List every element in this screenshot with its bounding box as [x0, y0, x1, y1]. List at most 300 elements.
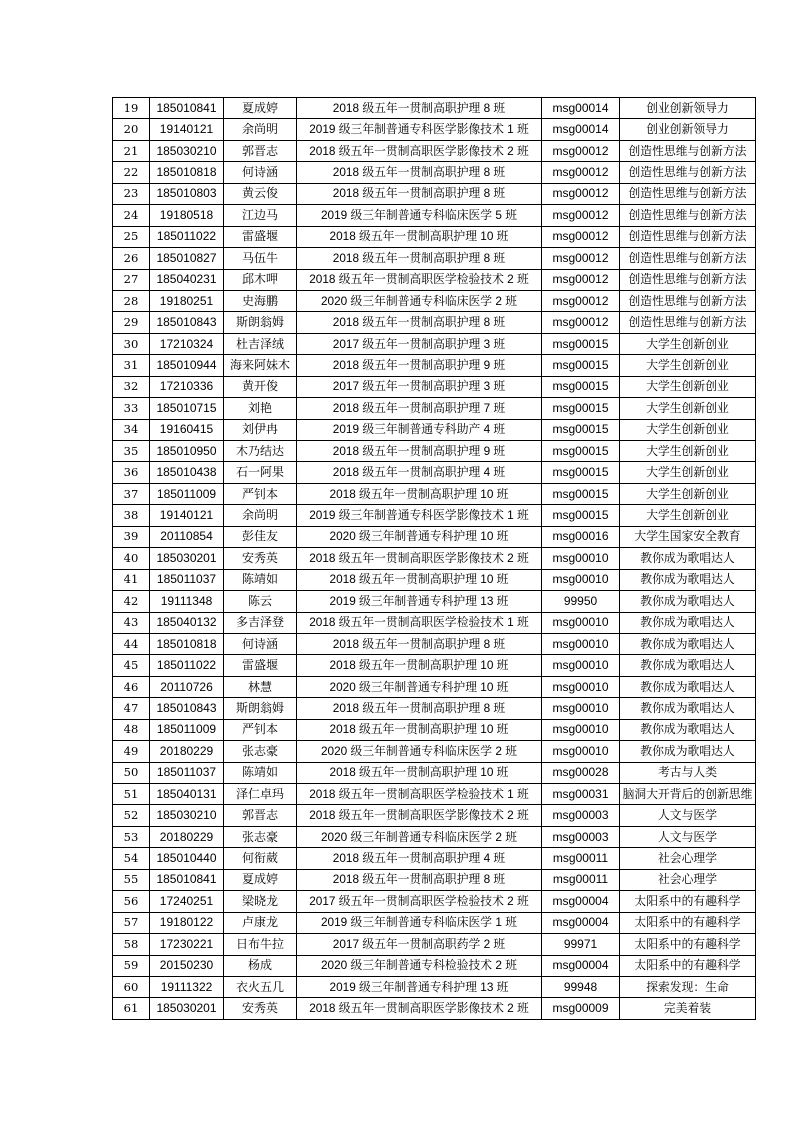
row-number-cell: 38 — [113, 505, 150, 526]
row-number-cell: 49 — [113, 741, 150, 762]
student-id-cell: 17230221 — [150, 934, 224, 955]
student-id-cell: 19111322 — [150, 976, 224, 997]
student-name-cell: 日布牛拉 — [224, 934, 297, 955]
student-name-cell: 马伍牛 — [224, 248, 297, 269]
course-name-cell: 创业创新领导力 — [620, 119, 756, 140]
course-code-cell: msg00031 — [542, 784, 620, 805]
student-id-cell: 185040132 — [150, 612, 224, 633]
student-name-cell: 何衔葳 — [224, 848, 297, 869]
student-name-cell: 郭晋志 — [224, 140, 297, 161]
class-name-cell: 2017 级五年一贯制高职药学 2 班 — [297, 934, 542, 955]
student-id-cell: 185010827 — [150, 248, 224, 269]
row-number-cell: 46 — [113, 676, 150, 697]
table-row — [113, 226, 756, 247]
table-row — [113, 462, 756, 483]
table-row — [113, 976, 756, 997]
table-row — [113, 826, 756, 847]
course-code-cell: msg00015 — [542, 462, 620, 483]
row-number-cell: 61 — [113, 998, 150, 1019]
student-id-cell: 185010715 — [150, 398, 224, 419]
student-name-cell: 杨成 — [224, 955, 297, 976]
course-name-cell: 教你成为歌唱达人 — [620, 698, 756, 719]
course-code-cell: msg00016 — [542, 526, 620, 547]
table-row — [113, 269, 756, 290]
table-row — [113, 376, 756, 397]
row-number-cell: 20 — [113, 119, 150, 140]
row-number-cell: 53 — [113, 826, 150, 847]
class-name-cell: 2019 级三年制普通专科医学影像技术 1 班 — [297, 505, 542, 526]
table-row — [113, 591, 756, 612]
student-name-cell: 夏成婷 — [224, 98, 297, 119]
course-code-cell: msg00015 — [542, 483, 620, 504]
table-row — [113, 848, 756, 869]
student-id-cell: 185011022 — [150, 655, 224, 676]
student-id-cell: 185010803 — [150, 183, 224, 204]
student-id-cell: 185010843 — [150, 312, 224, 333]
student-id-cell: 19140121 — [150, 505, 224, 526]
table-row — [113, 869, 756, 890]
course-code-cell: msg00012 — [542, 205, 620, 226]
student-id-cell: 185030201 — [150, 998, 224, 1019]
class-name-cell: 2018 级五年一贯制高职医学检验技术 1 班 — [297, 784, 542, 805]
course-name-cell: 创造性思维与创新方法 — [620, 312, 756, 333]
student-name-cell: 斯朗翁姆 — [224, 698, 297, 719]
student-id-cell: 185011022 — [150, 226, 224, 247]
course-code-cell: msg00003 — [542, 826, 620, 847]
course-name-cell: 创造性思维与创新方法 — [620, 290, 756, 311]
student-id-cell: 185030201 — [150, 548, 224, 569]
course-code-cell: msg00015 — [542, 505, 620, 526]
row-number-cell: 55 — [113, 869, 150, 890]
table-row — [113, 290, 756, 311]
student-name-cell: 林慧 — [224, 676, 297, 697]
class-name-cell: 2018 级五年一贯制高职护理 10 班 — [297, 655, 542, 676]
course-name-cell: 大学生创新创业 — [620, 505, 756, 526]
class-name-cell: 2019 级三年制普通专科助产 4 班 — [297, 419, 542, 440]
row-number-cell: 44 — [113, 633, 150, 654]
course-code-cell: msg00004 — [542, 955, 620, 976]
student-name-cell: 郭晋志 — [224, 805, 297, 826]
course-name-cell: 创造性思维与创新方法 — [620, 140, 756, 161]
student-id-cell: 17210324 — [150, 333, 224, 354]
table-row — [113, 355, 756, 376]
student-id-cell: 185030210 — [150, 140, 224, 161]
course-name-cell: 大学生创新创业 — [620, 398, 756, 419]
student-name-cell: 黄开俊 — [224, 376, 297, 397]
course-name-cell: 大学生创新创业 — [620, 419, 756, 440]
table-row — [113, 655, 756, 676]
class-name-cell: 2018 级五年一贯制高职护理 10 班 — [297, 719, 542, 740]
course-code-cell: msg00004 — [542, 891, 620, 912]
table-row — [113, 419, 756, 440]
student-name-cell: 陈靖如 — [224, 762, 297, 783]
class-name-cell: 2018 级五年一贯制高职护理 10 班 — [297, 226, 542, 247]
class-name-cell: 2018 级五年一贯制高职医学检验技术 1 班 — [297, 612, 542, 633]
course-name-cell: 考古与人类 — [620, 762, 756, 783]
student-id-cell: 19160415 — [150, 419, 224, 440]
table-row — [113, 183, 756, 204]
class-name-cell: 2018 级五年一贯制高职护理 8 班 — [297, 248, 542, 269]
student-name-cell: 杜吉泽绒 — [224, 333, 297, 354]
row-number-cell: 36 — [113, 462, 150, 483]
course-name-cell: 教你成为歌唱达人 — [620, 719, 756, 740]
table-row — [113, 205, 756, 226]
table-row — [113, 998, 756, 1019]
student-name-cell: 安秀英 — [224, 998, 297, 1019]
student-id-cell: 185040231 — [150, 269, 224, 290]
table-row — [113, 312, 756, 333]
table-row — [113, 162, 756, 183]
course-code-cell: msg00010 — [542, 655, 620, 676]
class-name-cell: 2020 级三年制普通专科检验技术 2 班 — [297, 955, 542, 976]
course-code-cell: msg00015 — [542, 355, 620, 376]
student-name-cell: 梁晓龙 — [224, 891, 297, 912]
row-number-cell: 54 — [113, 848, 150, 869]
row-number-cell: 59 — [113, 955, 150, 976]
student-id-cell: 185010841 — [150, 98, 224, 119]
class-name-cell: 2018 级五年一贯制高职护理 10 班 — [297, 569, 542, 590]
row-number-cell: 27 — [113, 269, 150, 290]
course-code-cell: msg00012 — [542, 248, 620, 269]
student-name-cell: 张志豪 — [224, 741, 297, 762]
student-name-cell: 余尚明 — [224, 505, 297, 526]
table-row — [113, 505, 756, 526]
course-name-cell: 创造性思维与创新方法 — [620, 183, 756, 204]
course-code-cell: msg00011 — [542, 848, 620, 869]
class-name-cell: 2018 级五年一贯制高职医学检验技术 2 班 — [297, 269, 542, 290]
course-name-cell: 教你成为歌唱达人 — [620, 655, 756, 676]
course-roster-table — [112, 97, 756, 1020]
table-row — [113, 955, 756, 976]
student-name-cell: 刘艳 — [224, 398, 297, 419]
row-number-cell: 31 — [113, 355, 150, 376]
class-name-cell: 2018 级五年一贯制高职护理 8 班 — [297, 312, 542, 333]
course-code-cell: msg00014 — [542, 119, 620, 140]
course-code-cell: msg00010 — [542, 741, 620, 762]
row-number-cell: 42 — [113, 591, 150, 612]
course-name-cell: 教你成为歌唱达人 — [620, 676, 756, 697]
student-name-cell: 彭佳友 — [224, 526, 297, 547]
student-id-cell: 20180229 — [150, 826, 224, 847]
class-name-cell: 2018 级五年一贯制高职医学影像技术 2 班 — [297, 548, 542, 569]
course-name-cell: 太阳系中的有趣科学 — [620, 955, 756, 976]
course-code-cell: msg00012 — [542, 183, 620, 204]
row-number-cell: 19 — [113, 98, 150, 119]
student-name-cell: 斯朗翁姆 — [224, 312, 297, 333]
student-name-cell: 陈云 — [224, 591, 297, 612]
class-name-cell: 2018 级五年一贯制高职医学影像技术 2 班 — [297, 805, 542, 826]
student-name-cell: 卢康龙 — [224, 912, 297, 933]
row-number-cell: 25 — [113, 226, 150, 247]
course-code-cell: msg00010 — [542, 633, 620, 654]
table-row — [113, 398, 756, 419]
student-name-cell: 陈靖如 — [224, 569, 297, 590]
class-name-cell: 2017 级五年一贯制高职护理 3 班 — [297, 376, 542, 397]
student-name-cell: 多吉泽登 — [224, 612, 297, 633]
row-number-cell: 52 — [113, 805, 150, 826]
student-id-cell: 185010818 — [150, 162, 224, 183]
table-row — [113, 441, 756, 462]
student-name-cell: 张志豪 — [224, 826, 297, 847]
course-code-cell: msg00010 — [542, 719, 620, 740]
course-name-cell: 大学生国家安全教育 — [620, 526, 756, 547]
row-number-cell: 28 — [113, 290, 150, 311]
course-code-cell: msg00028 — [542, 762, 620, 783]
class-name-cell: 2019 级三年制普通专科护理 13 班 — [297, 976, 542, 997]
student-name-cell: 衣火五几 — [224, 976, 297, 997]
course-code-cell: msg00015 — [542, 441, 620, 462]
course-name-cell: 人文与医学 — [620, 805, 756, 826]
row-number-cell: 35 — [113, 441, 150, 462]
class-name-cell: 2020 级三年制普通专科临床医学 2 班 — [297, 741, 542, 762]
table-row — [113, 569, 756, 590]
table-row — [113, 719, 756, 740]
course-code-cell: msg00015 — [542, 333, 620, 354]
course-name-cell: 社会心理学 — [620, 869, 756, 890]
row-number-cell: 29 — [113, 312, 150, 333]
row-number-cell: 32 — [113, 376, 150, 397]
course-name-cell: 社会心理学 — [620, 848, 756, 869]
course-name-cell: 创业创新领导力 — [620, 98, 756, 119]
table-row — [113, 119, 756, 140]
course-code-cell: msg00010 — [542, 548, 620, 569]
table-row — [113, 248, 756, 269]
course-name-cell: 大学生创新创业 — [620, 376, 756, 397]
class-name-cell: 2020 级三年制普通专科护理 10 班 — [297, 676, 542, 697]
student-id-cell: 19140121 — [150, 119, 224, 140]
course-name-cell: 人文与医学 — [620, 826, 756, 847]
class-name-cell: 2020 级三年制普通专科护理 10 班 — [297, 526, 542, 547]
course-name-cell: 教你成为歌唱达人 — [620, 612, 756, 633]
class-name-cell: 2018 级五年一贯制高职护理 10 班 — [297, 762, 542, 783]
student-id-cell: 17240251 — [150, 891, 224, 912]
table-row — [113, 891, 756, 912]
student-id-cell: 185011037 — [150, 569, 224, 590]
student-name-cell: 严钊本 — [224, 483, 297, 504]
row-number-cell: 39 — [113, 526, 150, 547]
student-name-cell: 泽仁卓玛 — [224, 784, 297, 805]
class-name-cell: 2017 级五年一贯制高职护理 3 班 — [297, 333, 542, 354]
student-id-cell: 20180229 — [150, 741, 224, 762]
table-row — [113, 548, 756, 569]
student-name-cell: 邱木呷 — [224, 269, 297, 290]
student-id-cell: 185040131 — [150, 784, 224, 805]
table-row — [113, 805, 756, 826]
class-name-cell: 2019 级三年制普通专科医学影像技术 1 班 — [297, 119, 542, 140]
row-number-cell: 43 — [113, 612, 150, 633]
roster-sheet — [112, 97, 755, 1020]
course-name-cell: 脑洞大开背后的创新思维 — [620, 784, 756, 805]
table-row — [113, 676, 756, 697]
row-number-cell: 26 — [113, 248, 150, 269]
course-name-cell: 大学生创新创业 — [620, 462, 756, 483]
student-id-cell: 185010438 — [150, 462, 224, 483]
student-id-cell: 185010944 — [150, 355, 224, 376]
course-name-cell: 教你成为歌唱达人 — [620, 741, 756, 762]
student-id-cell: 185010950 — [150, 441, 224, 462]
student-name-cell: 雷盛堰 — [224, 655, 297, 676]
student-id-cell: 20150230 — [150, 955, 224, 976]
table-row — [113, 784, 756, 805]
student-name-cell: 雷盛堰 — [224, 226, 297, 247]
row-number-cell: 57 — [113, 912, 150, 933]
row-number-cell: 30 — [113, 333, 150, 354]
table-row — [113, 140, 756, 161]
row-number-cell: 45 — [113, 655, 150, 676]
row-number-cell: 33 — [113, 398, 150, 419]
class-name-cell: 2018 级五年一贯制高职护理 9 班 — [297, 355, 542, 376]
student-name-cell: 夏成婷 — [224, 869, 297, 890]
course-code-cell: msg00010 — [542, 612, 620, 633]
table-body — [113, 98, 756, 1020]
student-id-cell: 19111348 — [150, 591, 224, 612]
row-number-cell: 41 — [113, 569, 150, 590]
row-number-cell: 24 — [113, 205, 150, 226]
course-name-cell: 大学生创新创业 — [620, 333, 756, 354]
student-name-cell: 黄云俊 — [224, 183, 297, 204]
student-id-cell: 185010818 — [150, 633, 224, 654]
class-name-cell: 2020 级三年制普通专科临床医学 2 班 — [297, 290, 542, 311]
course-code-cell: msg00009 — [542, 998, 620, 1019]
class-name-cell: 2018 级五年一贯制高职护理 4 班 — [297, 462, 542, 483]
course-code-cell: msg00011 — [542, 869, 620, 890]
class-name-cell: 2018 级五年一贯制高职护理 8 班 — [297, 633, 542, 654]
class-name-cell: 2018 级五年一贯制高职护理 9 班 — [297, 441, 542, 462]
class-name-cell: 2018 级五年一贯制高职护理 10 班 — [297, 483, 542, 504]
table-row — [113, 762, 756, 783]
course-code-cell: 99971 — [542, 934, 620, 955]
course-code-cell: msg00015 — [542, 419, 620, 440]
class-name-cell: 2018 级五年一贯制高职护理 8 班 — [297, 869, 542, 890]
course-name-cell: 创造性思维与创新方法 — [620, 205, 756, 226]
course-code-cell: msg00015 — [542, 376, 620, 397]
course-code-cell: msg00012 — [542, 140, 620, 161]
course-code-cell: msg00014 — [542, 98, 620, 119]
class-name-cell: 2019 级三年制普通专科临床医学 1 班 — [297, 912, 542, 933]
student-name-cell: 江边马 — [224, 205, 297, 226]
course-name-cell: 创造性思维与创新方法 — [620, 162, 756, 183]
class-name-cell: 2020 级三年制普通专科临床医学 2 班 — [297, 826, 542, 847]
course-name-cell: 太阳系中的有趣科学 — [620, 934, 756, 955]
row-number-cell: 22 — [113, 162, 150, 183]
class-name-cell: 2018 级五年一贯制高职护理 4 班 — [297, 848, 542, 869]
student-id-cell: 20110726 — [150, 676, 224, 697]
row-number-cell: 56 — [113, 891, 150, 912]
student-id-cell: 185010843 — [150, 698, 224, 719]
course-name-cell: 创造性思维与创新方法 — [620, 226, 756, 247]
course-code-cell: msg00015 — [542, 398, 620, 419]
table-row — [113, 934, 756, 955]
table-row — [113, 698, 756, 719]
row-number-cell: 37 — [113, 483, 150, 504]
row-number-cell: 58 — [113, 934, 150, 955]
student-name-cell: 严钊本 — [224, 719, 297, 740]
row-number-cell: 34 — [113, 419, 150, 440]
course-code-cell: msg00012 — [542, 312, 620, 333]
course-name-cell: 创造性思维与创新方法 — [620, 269, 756, 290]
student-id-cell: 185011009 — [150, 483, 224, 504]
table-row — [113, 526, 756, 547]
row-number-cell: 50 — [113, 762, 150, 783]
course-name-cell: 完美着装 — [620, 998, 756, 1019]
student-name-cell: 何诗涵 — [224, 633, 297, 654]
student-id-cell: 19180518 — [150, 205, 224, 226]
course-code-cell: 99948 — [542, 976, 620, 997]
class-name-cell: 2018 级五年一贯制高职医学影像技术 2 班 — [297, 140, 542, 161]
course-code-cell: msg00012 — [542, 226, 620, 247]
course-code-cell: msg00004 — [542, 912, 620, 933]
student-id-cell: 185011037 — [150, 762, 224, 783]
student-id-cell: 185030210 — [150, 805, 224, 826]
class-name-cell: 2018 级五年一贯制高职护理 8 班 — [297, 698, 542, 719]
table-row — [113, 912, 756, 933]
course-name-cell: 教你成为歌唱达人 — [620, 633, 756, 654]
row-number-cell: 60 — [113, 976, 150, 997]
course-code-cell: msg00012 — [542, 290, 620, 311]
table-row — [113, 612, 756, 633]
table-row — [113, 483, 756, 504]
student-name-cell: 安秀英 — [224, 548, 297, 569]
student-name-cell: 木乃结达 — [224, 441, 297, 462]
course-name-cell: 创造性思维与创新方法 — [620, 248, 756, 269]
table-row — [113, 633, 756, 654]
student-id-cell: 185010841 — [150, 869, 224, 890]
course-name-cell: 大学生创新创业 — [620, 355, 756, 376]
student-id-cell: 19180251 — [150, 290, 224, 311]
course-code-cell: 99950 — [542, 591, 620, 612]
class-name-cell: 2018 级五年一贯制高职护理 8 班 — [297, 98, 542, 119]
student-id-cell: 19180122 — [150, 912, 224, 933]
class-name-cell: 2018 级五年一贯制高职护理 8 班 — [297, 162, 542, 183]
class-name-cell: 2018 级五年一贯制高职医学影像技术 2 班 — [297, 998, 542, 1019]
student-name-cell: 海来阿妹木 — [224, 355, 297, 376]
course-code-cell: msg00012 — [542, 269, 620, 290]
course-code-cell: msg00012 — [542, 162, 620, 183]
course-name-cell: 教你成为歌唱达人 — [620, 569, 756, 590]
row-number-cell: 51 — [113, 784, 150, 805]
class-name-cell: 2018 级五年一贯制高职护理 8 班 — [297, 183, 542, 204]
row-number-cell: 48 — [113, 719, 150, 740]
row-number-cell: 47 — [113, 698, 150, 719]
class-name-cell: 2017 级五年一贯制高职医学检验技术 2 班 — [297, 891, 542, 912]
student-id-cell: 20110854 — [150, 526, 224, 547]
student-id-cell: 185011009 — [150, 719, 224, 740]
course-name-cell: 教你成为歌唱达人 — [620, 548, 756, 569]
course-code-cell: msg00010 — [542, 698, 620, 719]
student-name-cell: 史海鹏 — [224, 290, 297, 311]
student-name-cell: 何诗涵 — [224, 162, 297, 183]
table-row — [113, 741, 756, 762]
student-id-cell: 17210336 — [150, 376, 224, 397]
row-number-cell: 21 — [113, 140, 150, 161]
course-name-cell: 太阳系中的有趣科学 — [620, 912, 756, 933]
table-row — [113, 333, 756, 354]
student-name-cell: 石一阿果 — [224, 462, 297, 483]
course-name-cell: 探索发现：生命 — [620, 976, 756, 997]
student-name-cell: 刘伊冉 — [224, 419, 297, 440]
course-code-cell: msg00010 — [542, 676, 620, 697]
table-row — [113, 98, 756, 119]
course-name-cell: 大学生创新创业 — [620, 441, 756, 462]
class-name-cell: 2019 级三年制普通专科临床医学 5 班 — [297, 205, 542, 226]
class-name-cell: 2019 级三年制普通专科护理 13 班 — [297, 591, 542, 612]
row-number-cell: 23 — [113, 183, 150, 204]
course-code-cell: msg00003 — [542, 805, 620, 826]
student-name-cell: 余尚明 — [224, 119, 297, 140]
class-name-cell: 2018 级五年一贯制高职护理 7 班 — [297, 398, 542, 419]
course-code-cell: msg00010 — [542, 569, 620, 590]
student-id-cell: 185010440 — [150, 848, 224, 869]
